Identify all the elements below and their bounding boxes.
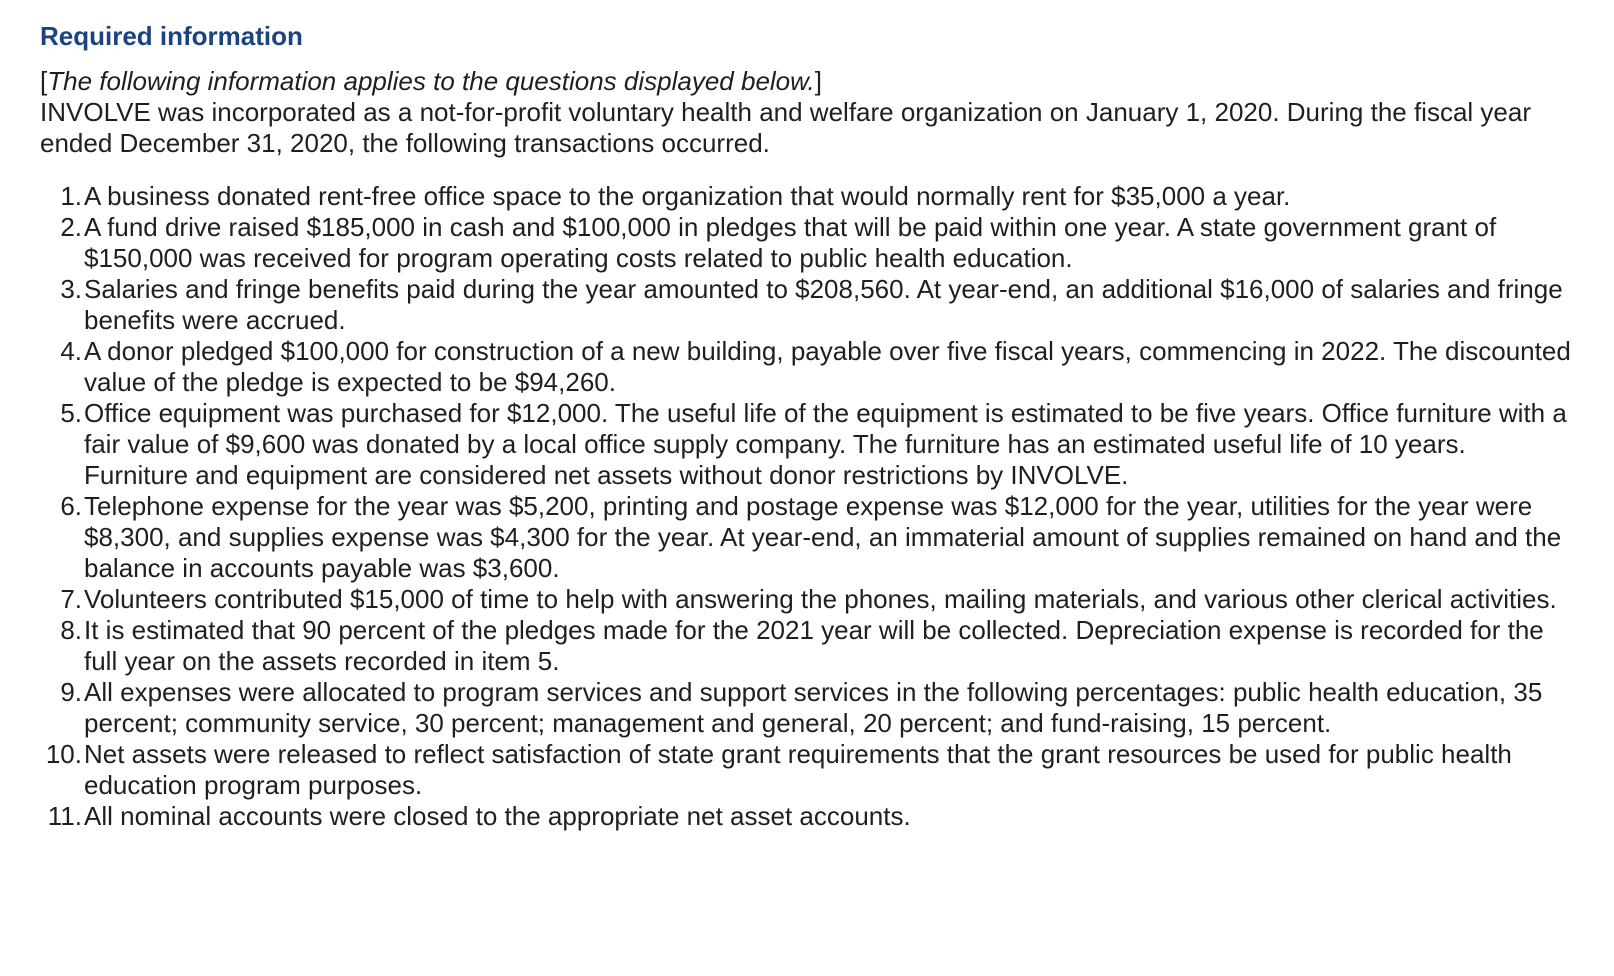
- list-item: [40, 491, 1574, 584]
- item-text: Salaries and fringe benefits paid during the year amounted to $208,560. At year-end, an additional $16,000 of salaries and fringe benefits were accrued.: [84, 274, 1563, 335]
- item-number: 8.: [60, 615, 82, 645]
- list-item: [40, 181, 1574, 212]
- intro-block: [40, 66, 1574, 159]
- item-number: 11.: [47, 801, 82, 831]
- item-number: 5.: [60, 398, 82, 428]
- item-number: 4.: [60, 336, 82, 366]
- item-text: All nominal accounts were closed to the appropriate net asset accounts.: [84, 801, 911, 831]
- intro-note: [40, 66, 1574, 97]
- item-number: 2.: [60, 212, 82, 242]
- list-item: [40, 212, 1574, 274]
- list-item: [40, 584, 1574, 615]
- item-number: 6.: [60, 491, 82, 521]
- item-number: 7.: [60, 584, 82, 614]
- intro-note-text: The following information applies to the questions displayed below.: [47, 66, 815, 96]
- item-text: It is estimated that 90 percent of the pledges made for the 2021 year will be collected. Depreciation expense is recorded for the full year on the assets recorded in item 5.: [84, 615, 1544, 676]
- note-open-bracket: [: [40, 66, 48, 96]
- item-number: 1.: [60, 181, 82, 211]
- item-text: A fund drive raised $185,000 in cash and $100,000 in pledges that will be paid within one year. A state government grant of $150,000 was received for program operating costs related to public health education.: [84, 212, 1497, 273]
- note-close-bracket: ]: [814, 66, 822, 96]
- item-text: Office equipment was purchased for $12,000. The useful life of the equipment is estimated to be five years. Office furniture with a fair value of $9,600 was donated by a local office supply company. The furniture has an estimated useful life of 10 years. Furniture and equipment are considered net assets without donor restrictions by INVOLVE.: [84, 398, 1567, 490]
- page-title: Required information: [40, 21, 303, 51]
- list-item: [40, 398, 1574, 491]
- item-number: 10.: [45, 739, 82, 769]
- item-text: Net assets were released to reflect satisfaction of state grant requirements that the grant resources be used for public health education program purposes.: [84, 739, 1512, 800]
- item-text: A donor pledged $100,000 for construction of a new building, payable over five fiscal years, commencing in 2022. The discounted value of the pledge is expected to be $94,260.: [84, 336, 1571, 397]
- item-text: Volunteers contributed $15,000 of time to help with answering the phones, mailing materials, and various other clerical activities.: [84, 584, 1557, 614]
- list-item: [40, 677, 1574, 739]
- intro-paragraph: INVOLVE was incorporated as a not-for-profit voluntary health and welfare organization on January 1, 2020. During the fiscal year ended December 31, 2020, the following transactions occurred.: [40, 97, 1532, 158]
- list-item: [40, 739, 1574, 801]
- item-number: 9.: [60, 677, 82, 707]
- list-item: [40, 274, 1574, 336]
- list-item: [40, 336, 1574, 398]
- list-item: [40, 801, 1574, 832]
- item-number: 3.: [60, 274, 82, 304]
- item-text: All expenses were allocated to program services and support services in the following percentages: public health education, 35 percent; community service, 30 percent; management and general, 20 percent; and fund-raising, 15 percent.: [84, 677, 1543, 738]
- item-text: Telephone expense for the year was $5,200, printing and postage expense was $12,000 for the year, utilities for the year were $8,300, and supplies expense was $4,300 for the year. At year-end, an immaterial amount of supplies remained on hand and the balance in accounts payable was $3,600.: [84, 491, 1562, 583]
- transaction-list: [40, 181, 1574, 832]
- item-text: A business donated rent-free office space to the organization that would normally rent for $35,000 a year.: [84, 181, 1291, 211]
- list-item: [40, 615, 1574, 677]
